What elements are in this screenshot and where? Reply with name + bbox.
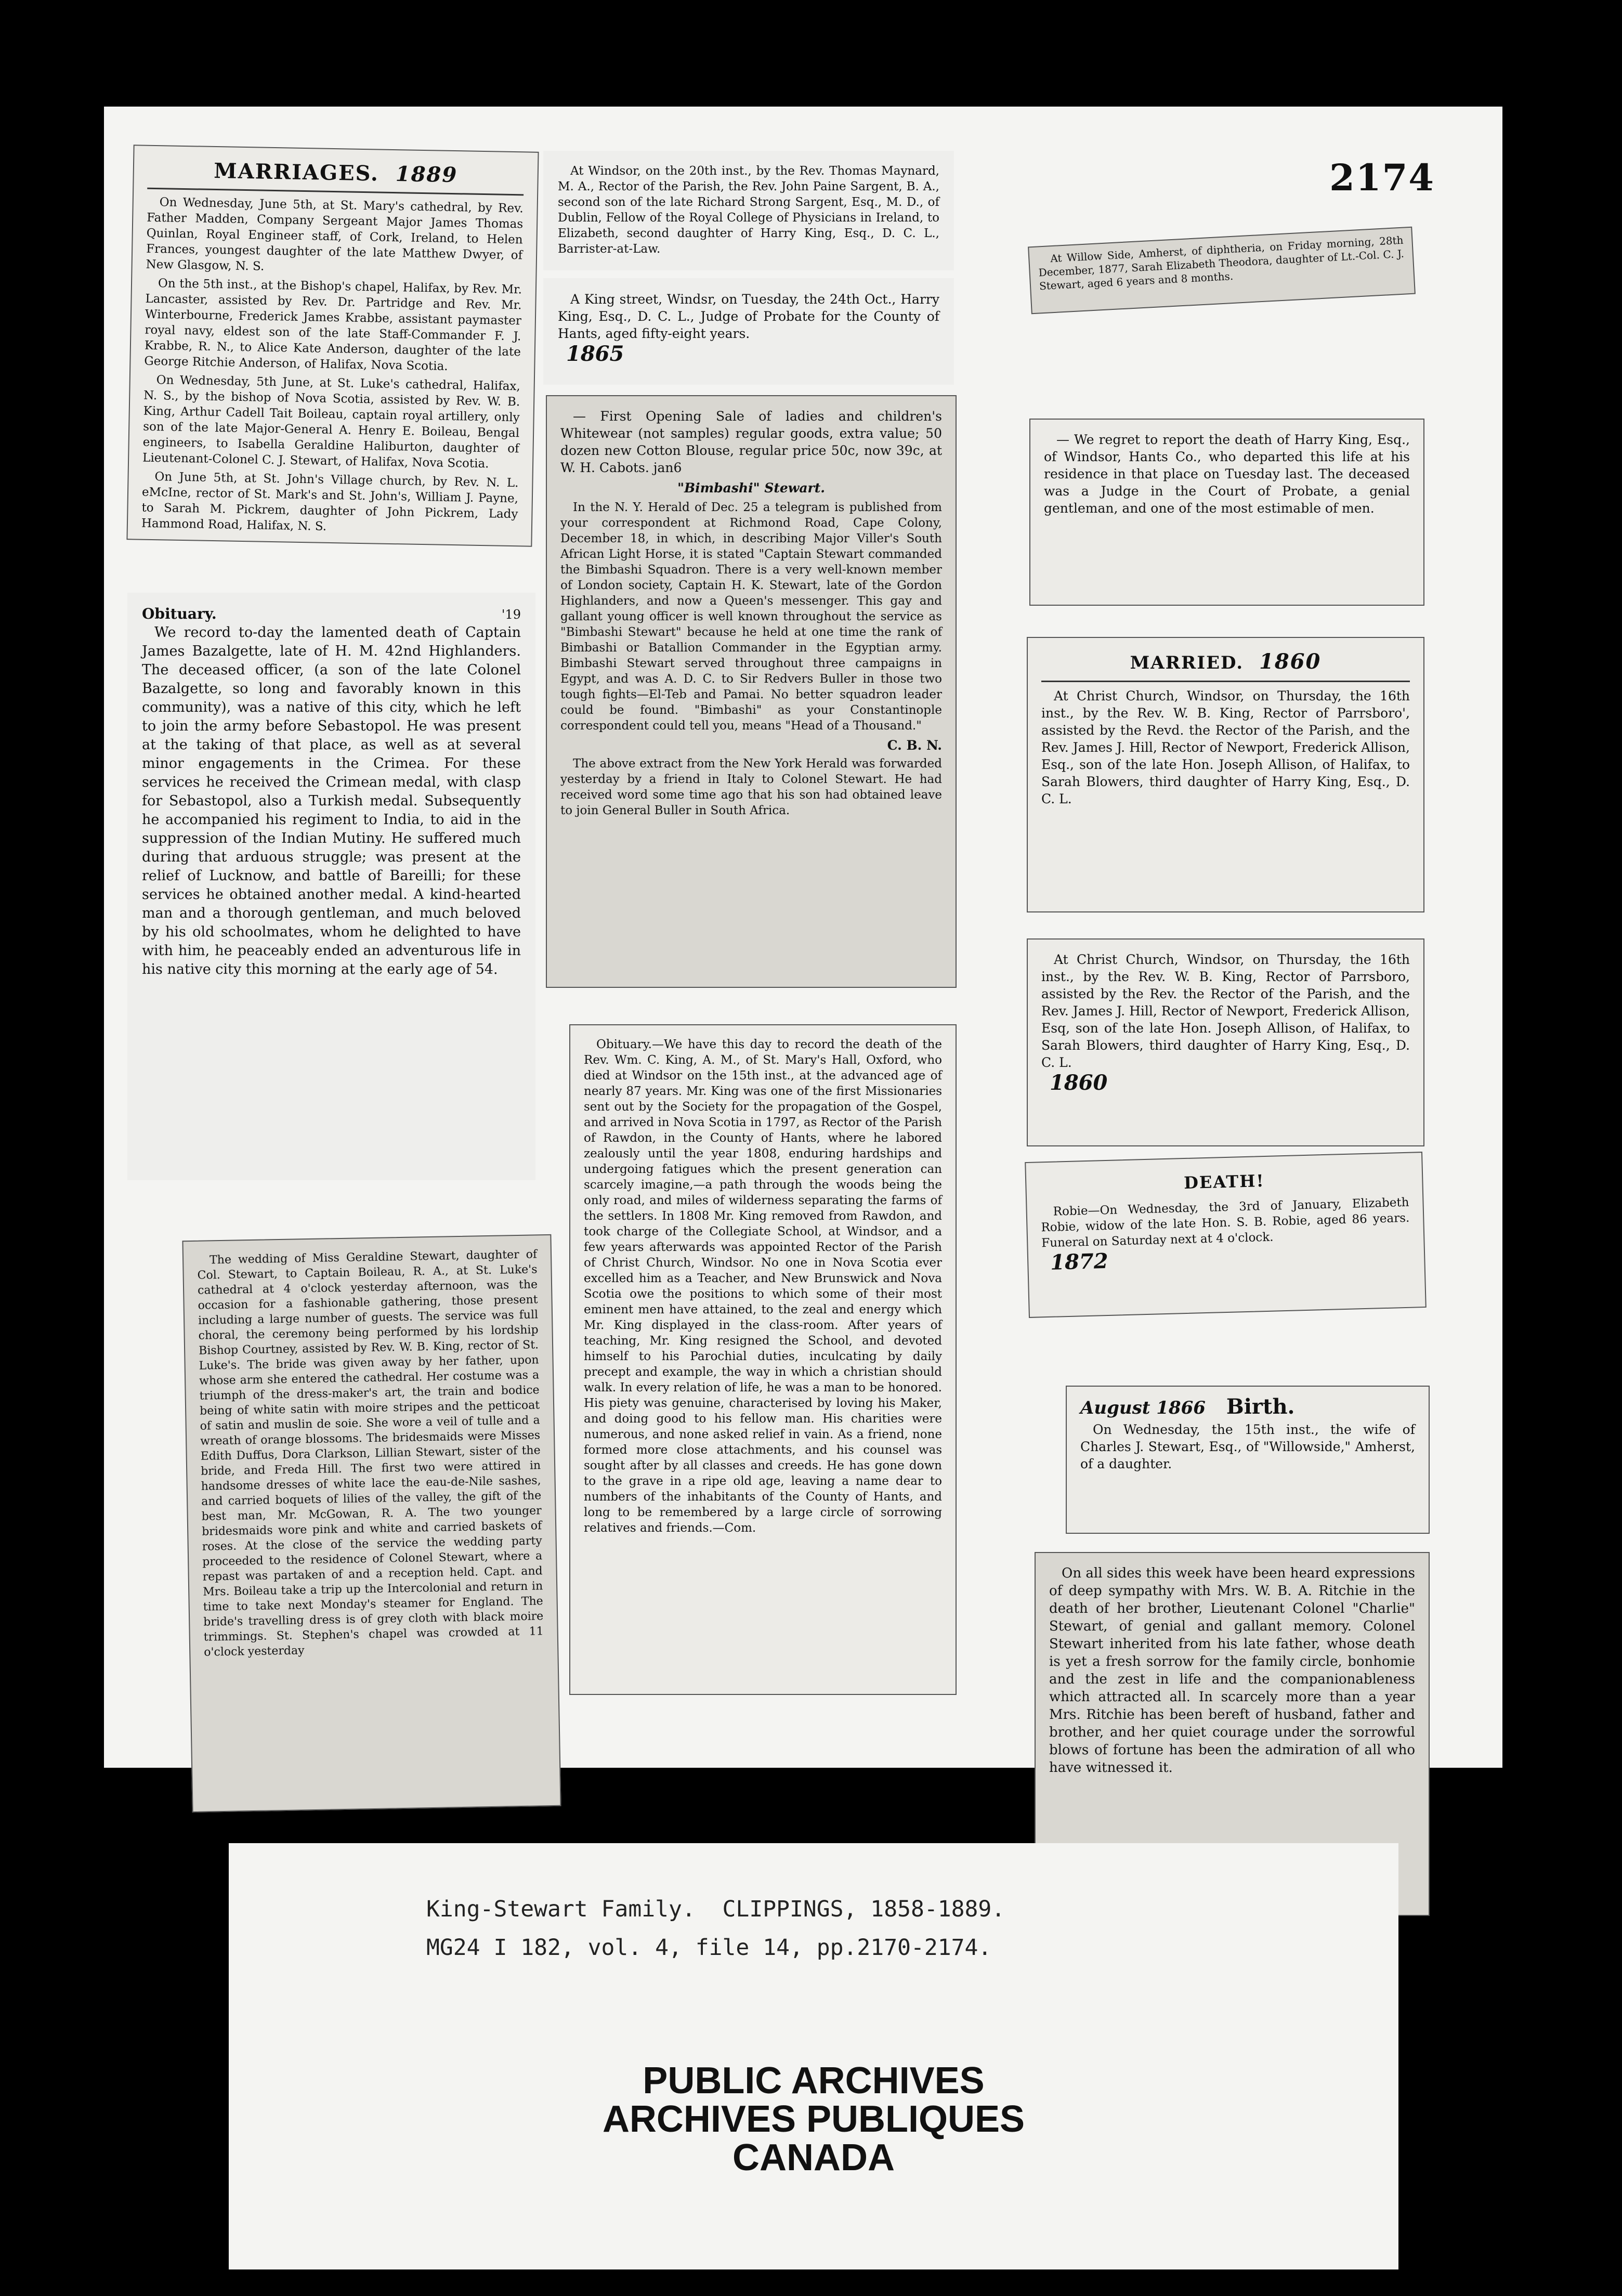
clipping-text: At Windsor, on the 20th inst., by the Rev. Thomas Maynard, M. A., Rector of the Parish, the Rev. John Paine Sargent, B. A., second son of the late Richard Strong Sargent, Esq., M. D., of Dublin, Fellow of the Royal College of Physicians in Ireland, to Elizabeth, second daughter of Harry King, Esq., D. C. L., Barrister-at-Law. [558,164,939,256]
clipping-death-robie [1025,1152,1427,1318]
clipping-heading: MARRIAGES. 1889 [214,158,458,188]
clipping-text: A King street, Windsr, on Tuesday, the 24th Oct., Harry King, Esq., D. C. L., Judge of Probate for the County of Hants, aged fifty-eight years. [558,292,939,341]
marriage-entry: On Wednesday, 5th June, at St. Luke's cathedral, Halifax, N. S., by the bishop of Nova Scotia, assisted by Rev. W. B. King, Arthur Cadell Tait Boileau, captain royal artillery, only son of the late Major-General A. Henry E. Boileau, Bengal engineers, to Isabella Geraldine Haliburton, daughter of Lieutenant-Colonel C. J. Stewart, of Halifax, Nova Scotia. [142,373,520,471]
clipping-text: On Wednesday, the 15th inst., the wife of Charles J. Stewart, Esq., of "Willowside," Amherst, of a daughter. [1080,1422,1415,1471]
handwritten-date: August 1866 [1080,1398,1206,1418]
clipping-heading: DEATH! [1183,1171,1265,1193]
clipping-heading: Birth. [1226,1394,1295,1419]
scrapbook-page [104,107,1502,1776]
clipping-text: At Willow Side, Amherst, of diphtheria, on Friday morning, 28th December, 1877, Sarah Elizabeth Theodora, daughter of Lt.-Col. C. J. Stewart, aged 6 years and 8 months. [1038,233,1405,293]
clipping-wedding-boileau [182,1234,561,1812]
clipping-text: At Christ Church, Windsor, on Thursday, the 16th inst., by the Rev. W. B. King, Rector of Parrsboro', assisted by the Revd. the Rector of the Parish, and the Rev. James J. Hill, Rector of Newport, Frederick Allison, Esq., son of the late Hon. Joseph Allison, of Halifax, to Sarah Blowers, third daughter of Harry King, Esq., D. C. L. [1041,688,1410,806]
clipping-text: Obituary.—We have this day to record the death of the Rev. Wm. C. King, A. M., of St. Mary's Hall, Oxford, who died at Windsor on the 15th inst., at the advanced age of nearly 87 years. Mr. King was one of the first Missionaries sent out by the Society for the propagation of the Gospel, and arrived in Nova Scotia in 1797, as Rector of the Parish of Rawdon, in the County of Hants, where he labored zealously until the year 1808, enduring hardships and undergoing fatigues which the present generation can scarcely imagine,—a path through the woods being the only road, and miles of wilderness separating the farms of the settlers. In 1808 Mr. King removed from Rawdon, and took charge of the Collegiate School, at Windsor, and a few years afterwards was appointed Rector of the Parish of Christ Church, Windsor. No one in Nova Scotia ever excelled him as a Teacher, and New Brunswick and Nova Scotia owe the positions to which some of their most eminent men have attained, to the zeal and energy which Mr. King displayed in the class-room. After years of teaching, Mr. King resigned the School, and devoted himself to his Parochial duties, inculcating by daily precept and example, the way in which a christian should walk. In every relation of life, he was a man to be honored. His piety was genuine, characterised by loving his Maker, and doing good to his fellow man. His charities were numerous, and none asked relief in vain. As a friend, none formed more close attachments, and his counsel was sought after by all classes and creeds. He has gone down to the grave in a ripe old age, leaving a name dear to numbers of the inhabitants of the County of Hants, and long to be remembered by a large circle of sorrowing relatives and friends.—Com. [584,1038,942,1535]
clipping-heading: MARRIED. 1860 [1130,649,1322,674]
clipping-text: At Christ Church, Windsor, on Thursday, the 16th inst., by the Rev. W. B. King, Rector of Parrsboro, assisted by the Rev. the Rector of the Parish, and the Rev. James J. Hill, Rector of Newport, Frederick Allison, Esq, son of the late Hon. Joseph Allison, of Halifax, to Sarah Blowers, third daughter of Harry King, Esq., D. C. L. [1041,952,1410,1070]
clipping-text: In the N. Y. Herald of Dec. 25 a telegram is published from your correspondent at Richmond Road, Cape Colony, December 18, in which, in describing Major Viller's South African Light Horse, it is stated "Captain Stewart commanded the Bimbashi Squadron. There is a very well-known member of London society, Captain H. K. Stewart, late of the Gordon Highlanders, and now a Queen's messenger. This gay and gallant young officer is well known throughout the service as "Bimbashi Stewart" because he held at one time the rank of Bimbashi or Batallion Commander in the Egyptian army. Bimbashi Stewart served throughout three campaigns in Egypt, and was A. D. C. to Sir Redvers Buller in those two tough fights—El-Teb and Pamai. No better squadron leader could be found. "Bimbashi" as your Constantinople correspondent could tell you, means "Head of a Thousand." [560,501,942,733]
clipping-married-1860-a [1027,637,1424,912]
clipping-birth-1866 [1066,1386,1430,1534]
clipping-text: The wedding of Miss Geraldine Stewart, daughter of Col. Stewart, to Captain Boileau, R. A., at St. Luke's cathedral at 4 o'clock yesterday afternoon, was the occasion for a fashionable gathering, those present including a large number of guests. The service was full choral, the ceremony being performed by his lordship Bishop Courtney, assisted by Rev. W. B. King, rector of St. Luke's. The bride was given away by her father, upon whose arm she entered the cathedral. Her costume was a triumph of the dress-maker's art, the train and bodice being of white satin with moire stripes and the petticoat of satin and muslin de soie. She wore a veil of tulle and a wreath of orange blossoms. The bridesmaids were Misses Edith Duffus, Dora Clarkson, Lillian Stewart, sister of the bride, and Freda Hill. The first two were attired in handsome dresses of white lace the eau-de-Nile sashes, and carried boquets of lilies of the valley, the gift of the best man, Mr. McGowan, R. A. The two younger bridesmaids wore pink and white and carried baskets of roses. At the close of the service the wedding party proceeded to the residence of Colonel Stewart, where a repast was partaken of and a reception held. Capt. and Mrs. Boileau take a trip up the Intercolonial and return in time to take next Monday's steamer for England. The bride's travelling dress is of grey cloth with black moire trimmings. St. Stephen's chapel was crowded at 11 o'clock yesterday [197,1248,544,1659]
clipping-text: The above extract from the New York Herald was forwarded yesterday by a friend in Italy to Colonel Stewart. He had received word some time ago that his son had obtained leave to join General Buller in South Africa. [560,757,942,817]
signature: C. B. N. [887,738,942,753]
clipping-married-1860-b [1027,938,1424,1146]
handwritten-year: 1889 [395,162,458,188]
clipping-willow-side [1028,227,1416,315]
clipping-bimbashi-stewart [546,395,957,988]
marriage-entry: On June 5th, at St. John's Village church, by Rev. N. L. eMcIne, rector of St. Mark's and St. John's, William J. Payne, to Sarah M. Pickrem, daughter of John Pickrem, Lady Hammond Road, Halifax, N. S. [141,470,519,533]
clipping-obituary-king [569,1024,957,1695]
clipping-regret-death [1029,419,1424,606]
marriage-entry: On the 5th inst., at the Bishop's chapel, Halifax, by Rev. Mr. Lancaster, assisted by Rev. Dr. Partridge and Rev. Mr. Winterbourne, Frederick James Krabbe, assistant paymaster royal navy, eldest son of the late Staff-Commander F. J. Krabbe, R. N., to Alice Kate Anderson, daughter of the late George Ritchie Anderson, of Halifax, Nova Scotia. [144,277,522,373]
clipping-text: We record to-day the lamented death of Captain James Bazalgette, late of H. M. 42nd Highlanders. The deceased officer, (a son of the late Colonel Bazalgette, so long and favorably known in this community), was a native of this city, which he left to join the army before Sebastopol. He was present at the taking of that place, as well as at several minor engagements in the Crimea. For these services he received the Crimean medal, with clasp for Sebastopol, also a Turkish medal. Subsequently he accompanied his regiment to India, to aid in the suppression of the Indian Mutiny. He suffered much during that arduous struggle; was present at the relief of Lucknow, and battle of Bareilli; for these services he obtained another medal. A kind-hearted man and a thorough gentleman, and much beloved by his old schoolmates, whom he delighted to have with him, he peaceably ended an adventurous life in his native city this morning at the early age of 54. [142,624,521,977]
advert-text: — First Opening Sale of ladies and children's Whitewear (not samples) regular goods, extra value; 50 dozen new Cotton Blouse, regular price 50c, now 39c, at W. H. Cabots. jan6 [560,409,942,475]
clipping-text: Robie—On Wednesday, the 3rd of January, Elizabeth Robie, widow of the late Hon. S. B. Robie, aged 86 years. Funeral on Saturday next at 4 o'clock. [1041,1195,1410,1250]
clipping-obituary-bazalgette [127,593,535,1180]
clipping-heading: Obituary. [142,605,217,622]
handwritten-year: 1865 [566,342,624,366]
marriage-entry: On Wednesday, June 5th, at St. Mary's cathedral, by Rev. Father Madden, Company Sergeant Major James Thomas Quinlan, Royal Engineer staff, of Cork, Ireland, to Helen Frances, youngest daughter of the late Matthew Dwyer, of New Glasgow, N. S. [146,195,524,273]
clipping-marriages-1889 [126,145,539,546]
handwritten-year: 1860 [1259,649,1322,674]
handwritten-year: 1860 [1050,1071,1108,1095]
page-number: 2174 [1329,156,1435,199]
archives-label: PUBLIC ARCHIVES ARCHIVES PUBLIQUES CANADA [602,2060,1025,2178]
clipping-subhead: "Bimbashi" Stewart. [677,480,825,495]
handwritten-year: 1872 [1050,1248,1109,1275]
handwritten-note: '19 [501,607,521,622]
archive-caption-card [229,1843,1398,2269]
clipping-text: On all sides this week have been heard expressions of deep sympathy with Mrs. W. B. A. Ritchie in the death of her brother, Lieutenant Colonel "Charlie" Stewart, of genial and gallant memory. Colonel Stewart inherited from his late father, whose death is yet a fresh sorrow for the family circle, bonhomie and the zest in life and the companionableness which attracted all. In scarcely more than a year Mrs. Ritchie has been bereft of husband, father and brother, and her quiet courage under the sorrowful blows of fortune has been the admiration of all who have witnessed it. [1049,1566,1415,1776]
clipping-king-death [543,278,954,385]
reference-text: King-Stewart Family. CLIPPINGS, 1858-1889. MG24 I 182, vol. 4, file 14, pp.2170-2174. [426,1896,1005,1961]
clipping-text: — We regret to report the death of Harry King, Esq., of Windsor, Hants Co., who departed this life at his residence in that place on Tuesday last. The deceased was a Judge in the Court of Probate, a genial gentleman, and one of the most estimable of men. [1044,432,1410,516]
clipping-windsor-marriage [543,151,954,270]
